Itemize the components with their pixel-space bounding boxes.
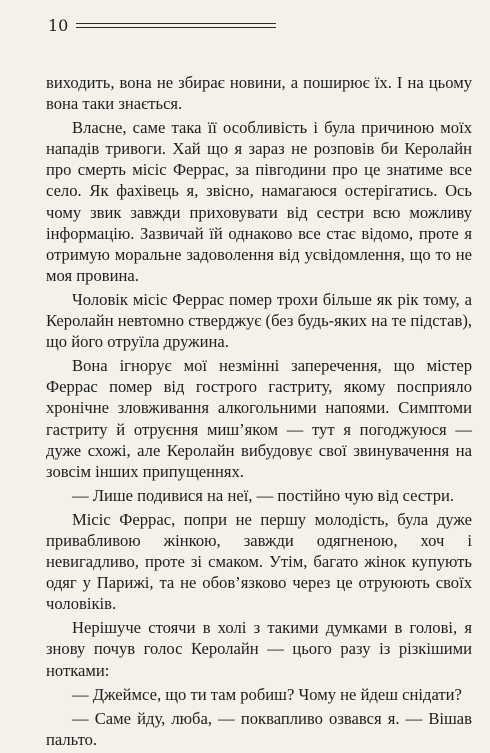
header-rule (76, 23, 276, 28)
paragraph-1: виходить, вона не збирає новини, а поширює їх. І на цьому вона таки знається. (46, 73, 472, 114)
paragraph-3: Чоловік місіс Феррас помер трохи більше як рік тому, а Керолайн невтомно стверджує (без будь-яких на те підстав), що його отруїла дружина. (46, 289, 472, 352)
text-body (46, 72, 472, 753)
paragraph-6: Місіс Феррас, попри не першу молодість, була дуже привабливою жінкою, завжди одягненою, хоч і невигадливо, проте зі смаком. Утім, багато жінок купують одяг у Парижі, та не обов’язково через це отруюють своїх чоловіків. (46, 509, 472, 614)
paragraph-2: Власне, саме така її особливість і була причиною моїх нападів тривоги. Хай що я зараз не розповів би Керолайн про смерть місіс Феррас, за півгодини про це знатиме все село. Як фахівець я, звісно, намагаюся остерігатись. Ось чому звик завжди приховувати від сестри всю можливу інформацію. Зазвичай їй однаково все стає відомо, проте я отримую моральне задоволення від усвідомлення, що то не моя провина. (46, 118, 472, 285)
paragraph-7: Нерішуче стоячи в холі з такими думками в голові, я знову почув голос Керолайн — цього разу із різкішими нотками: (46, 618, 472, 680)
paragraph-5: — Лише подивися на неї, — постійно чую від сестри. (72, 485, 455, 505)
paragraph-8: — Джеймсе, що ти там робиш? Чому не йдеш снідати? (72, 684, 462, 704)
paragraph-4: Вона ігнорує мої незмінні заперечення, що містер Феррас помер від гострого гастриту, якому посприяло хронічне зловживання алкогольними напоями. Симптоми гастриту й отруєння миш’яком — тут я погоджуюся — дуже схожі, але Керолайн вибудовує свої звинувачення на зовсім інших припущеннях. (46, 356, 472, 481)
page-header (48, 16, 278, 36)
page-number: 10 (48, 16, 69, 35)
paragraph-9: — Саме йду, люба, — поквапливо озвався я. — Вішав пальто. (46, 708, 472, 749)
